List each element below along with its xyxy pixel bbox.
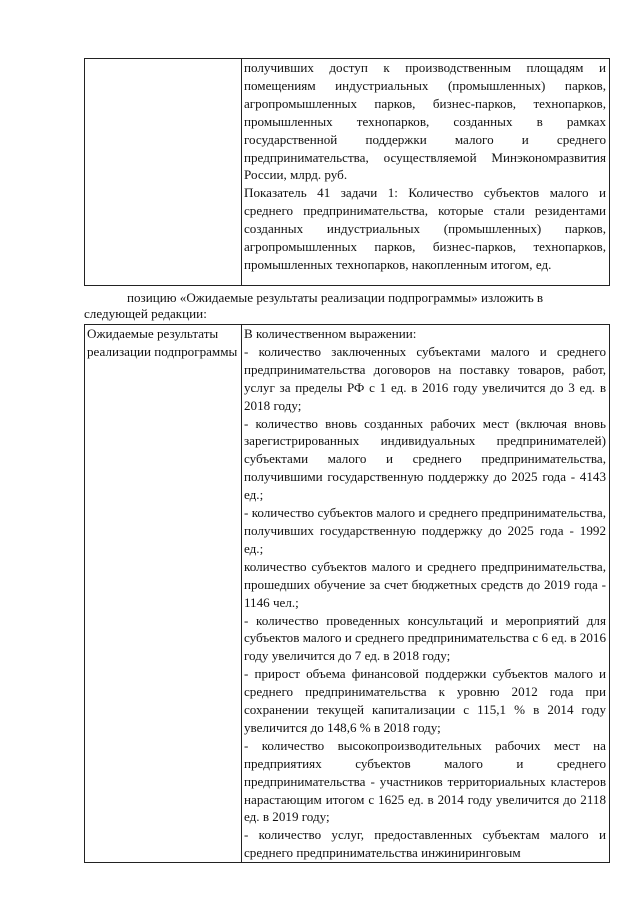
results-item: - количество заключенных субъектами малого и среднего предпринимательства договоров на поставку товаров, работ, услуг за пределы РФ с 1 ед. в 2016 году увеличится до 3 ед. в 2018 году; <box>244 343 606 413</box>
table-expected-results <box>84 324 610 863</box>
table-row <box>85 59 610 286</box>
table1-paragraph: получивших доступ к производственным площадям и помещениям индустриальных (промышленных) парков, агропромышленных парков, бизнес-парков, технопарков, промышленных технопарков, созданных в рамках государственной поддержки малого и среднего предпринимательства, осуществляемой Минэкономразвития России, млрд. руб. <box>244 60 606 183</box>
results-item: количество субъектов малого и среднего предпринимательства, прошедших обучение за счет бюджетных средств до 2019 года - 1146 чел.; <box>244 558 606 610</box>
intro-text: позицию «Ожидаемые результаты реализации подпрограммы» изложить в следующей редакции: <box>84 290 544 321</box>
results-item: - количество вновь созданных рабочих мест (включая вновь зарегистрированных индивидуальных предпринимателей) субъектами малого и среднего предпринимательства, получившими государственную поддержку до 2025 года - 4143 ед.; <box>244 415 606 503</box>
table1-right-cell <box>242 59 610 286</box>
table2-right-cell <box>242 325 610 863</box>
table2-left-cell <box>85 325 242 863</box>
expected-results-label: Ожидаемые результаты реализации подпрограммы <box>87 326 238 359</box>
intro-paragraph <box>84 290 608 322</box>
table1-paragraph: Показатель 41 задачи 1: Количество субъектов малого и среднего предпринимательства, которые стали резидентами созданных индустриальных (промышленных) парков, агропромышленных парков, бизнес-парков, технопарков, промышленных технопарков, накопленным итогом, ед. <box>244 185 606 272</box>
table-row <box>85 325 610 863</box>
results-item: - количество высокопроизводительных рабочих мест на предприятиях субъектов малого и среднего предпринимательства - участников территориальных кластеров нарастающим итогом с 1625 ед. в 2014 году увеличится до 2118 ед. в 2019 году; <box>244 737 606 825</box>
expected-results-text <box>244 325 606 862</box>
table1-left-cell <box>85 59 242 286</box>
results-heading: В количественном выражении: <box>244 326 417 341</box>
table1-right-text <box>244 59 606 274</box>
results-item: - количество субъектов малого и среднего предпринимательства, получивших государственную поддержку до 2025 года - 1992 ед.; <box>244 505 606 556</box>
results-item: - количество услуг, предоставленных субъектам малого и среднего предпринимательства инжиниринговым <box>244 827 606 861</box>
table-previous-section <box>84 58 610 286</box>
results-item: - прирост объема финансовой поддержки субъектов малого и среднего предпринимательства к уровню 2012 года при сохранении текущей капитализации с 115,1 % в 2014 году увеличится до 148,6 % в 2018 году; <box>244 666 606 735</box>
results-item: - количество проведенных консультаций и мероприятий для субъектов малого и среднего предпринимательства с 6 ед. в 2016 году увеличится до 7 ед. в 2018 году; <box>244 612 606 664</box>
